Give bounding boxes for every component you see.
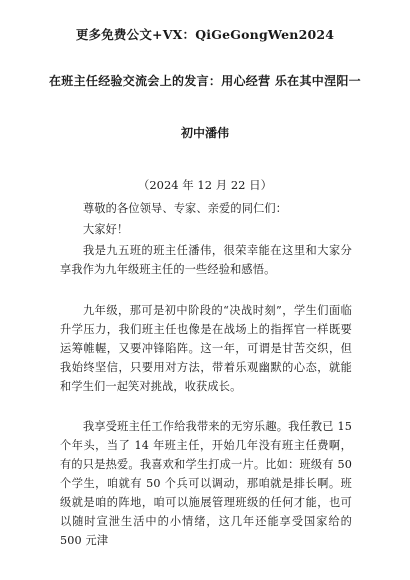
salutation: 尊敬的各位领导、专家、亲爱的同仁们： xyxy=(83,202,288,215)
body-paragraph: 九年级，那可是初中阶段的“决战时刻”，学生们面临升学压力，我们班主任也像是在战场上的指挥官一样既要运筹帷幄，又要冲锋陷阵。这一年，可谓是甘苦交织，但我始终坚信，只要用对方法，带着乐观幽默的心态，就能和学生们一起笑对挑战，收获成长。 xyxy=(60,304,352,393)
body-paragraph: 我是九五班的班主任潘伟，很荣幸能在这里和大家分享我作为九年级班主任的一些经验和感悟。 xyxy=(60,244,352,276)
header-watermark: 更多免费公文+VX：QiGeGongWen2024 xyxy=(75,27,335,42)
greeting: 大家好！ xyxy=(83,223,129,236)
document-title: 在班主任经验交流会上的发言：用心经营 乐在其中涅阳一 xyxy=(49,74,361,88)
document-author: 初中潘伟 xyxy=(180,126,229,140)
body-paragraph: 我享受班主任工作给我带来的无穷乐趣。我任教已 15 个年头，当了 14 年班主任，开始几年没有班主任费啊，有的只是热爱。我喜欢和学生打成一片。比如：班级有 50 个学生，咱就有 50 个兵可以调动，那咱就是排长啊。班级就是咱的阵地，咱可以施展管理班级的任何才能，也可以随时宣泄生活中的小情绪，这几年还能享受国家给的 500 元津 xyxy=(60,420,352,547)
document-date: （2024 年 12 月 22 日） xyxy=(137,178,273,192)
